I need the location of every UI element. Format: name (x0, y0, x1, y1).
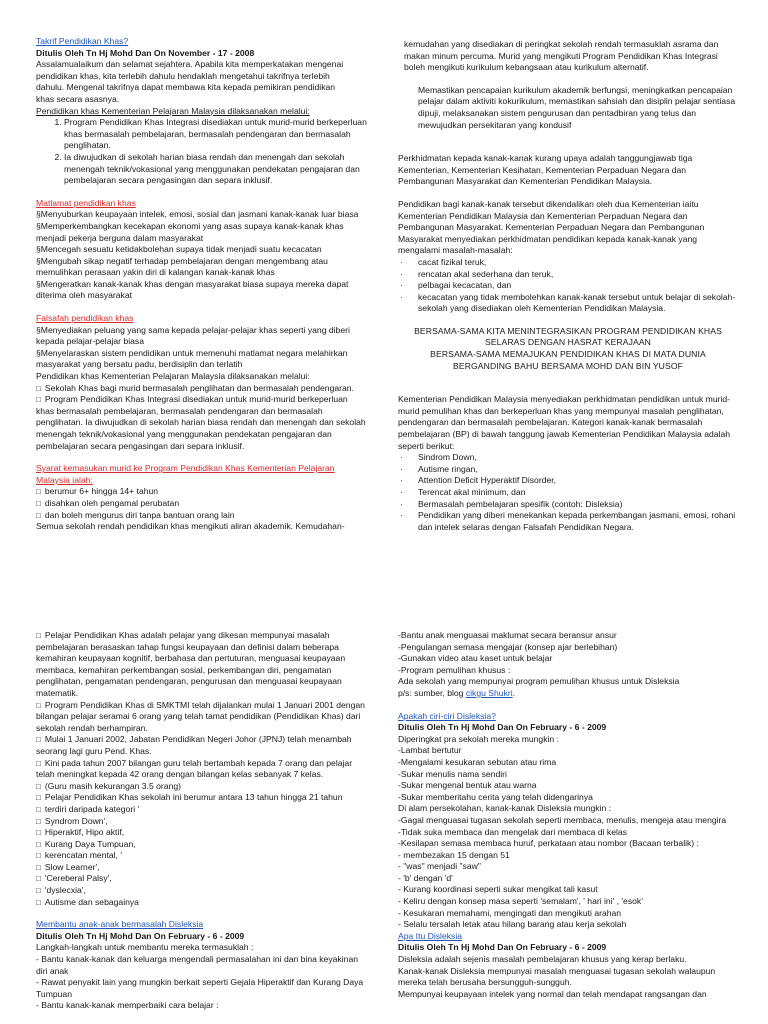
box-bullet-item: □ Mulai 1 Januari 2002, Jabatan Pendidikan Negeri Johor (JPNJ) telah menambah seorang lagi guru Pend. Khas. (36, 734, 368, 757)
text-line: - Rawat penyakit lain yang mungkin berkait seperti Gejala Hiperaktif dan Kurang Daya (36, 977, 364, 988)
text-line: - Bantu kanak-kanak dan keluarga mengendali permasalahan ini dan bina keyakinan diri anak (36, 954, 359, 976)
list-item: · cacat fizikal teruk, (398, 257, 738, 269)
list-item: · pelbagai kecacatan, dan (398, 280, 738, 292)
byline: Ditulis Oleh Tn Hj Mohd Dan On November - 17 - 2008 (36, 47, 255, 58)
intro-paragraph (36, 59, 368, 117)
text-line: - Bantu kanak-kanak memperbaiki cara belajar : (36, 1000, 219, 1011)
text-line: §Menyelaraskan sistem pendidikan untuk memenuhi matlamat negara melahirkan (36, 347, 348, 358)
box-bullet-item: □ Kini pada tahun 2007 bilangan guru telah bertambah kepada 7 orang dan pelajar telah meningkat kepada 42 orang dengan bilangan kelas sebanyak 7 kelas. (36, 758, 368, 781)
heading-takrif[interactable]: Takrif Pendidikan Khas? (36, 36, 129, 46)
text-line: - Keliru dengan konsep masa seperti 'semalam', ' hari ini' , 'esok' (398, 896, 643, 907)
text-line: Di alam persekolahan, kanak-kanak Disleksia mungkin : (398, 803, 612, 814)
text-line: - 'b' dengan 'd' (398, 872, 453, 883)
list-item: · Bermasalah pembelajaran spesifik (contoh: Disleksia) (398, 499, 738, 511)
box-bullet-item: □ Sekolah Khas bagi murid bermasalah penglihatan dan bermasalah pendengaran. (36, 383, 368, 395)
source-line (398, 688, 738, 700)
text-line: §Mencegah sesuatu ketidakbolehan supaya tidak menjadi suatu kecacatan (36, 244, 322, 255)
spacer (398, 700, 738, 711)
heading-matlamat[interactable]: Matlamat pendidikan khas (36, 197, 136, 208)
list-item: · Sindrom Down, (398, 452, 738, 464)
text-line: diterima oleh masyarakat (36, 290, 133, 301)
box-bullet-item: □ Pelajar Pendidikan Khas adalah pelajar yang dikesan mempunyai masalah pembelajaran berasaskan tahap fungsi keupayaan dan definisi dalam beberapa kemahiran keupayaan kognitif, berbahasa dan pertuturan, menguasai keupayaan membaca, kemahiran perkembangan sosial, perkembangan diri, pengamatan penglihatan, pengamatan pendengaran, pengurusan dan menguasai keupayaan matematik. (36, 630, 368, 700)
text-line: Disleksia adalah sejenis masalah pembelajaran khusus yang kerap berlaku. (398, 954, 687, 965)
text-line: Assalamualaikum dan selamat sejahtera. Apabila kita memperkatakan mengenai (36, 59, 344, 70)
text-line: Langkah-langkah untuk membantu mereka termasuklah : (36, 942, 254, 953)
byline: Ditulis Oleh Tn Hj Mohd Dan On February - 6 - 2009 (398, 942, 607, 953)
box-bullet-item: □ Autisme dan sebagainya (36, 897, 368, 909)
text-line: - Kurang koordinasi seperti sukar mengikat tali kasut (398, 884, 598, 895)
goals-paragraph: Memastikan pencapaian kurikulum akademik berfungsi, meningkatkan pencapaian pelajar dalam aktiviti kokurikulum, memastikan sahsiah dan disiplin pelajar sentiasa dipuji, melaksanakan sistem pengurusan dan pentadbiran yang telus dan mewujudkan persekitaran yang kondusif (418, 84, 736, 130)
kementerian-paragraph: Kementerian Pendidikan Malaysia menyediakan perkhidmatan pendidikan untuk murid-murid pemulihan khas dan berkeperluan khas yang mempunyai masalah penglihatan, pendengaran dan bermasalah pembelajaran. Kategori kanak-kanak bermasalah pembelajaran (BP) di bawah tanggung jawab Kementerian Pendidikan Malaysia adalah seperti berikut: (398, 394, 731, 451)
box-bullet-item: □ Pelajar Pendidikan Khas sekolah ini berumur antara 13 tahun hingga 21 tahun (36, 792, 368, 804)
text-line: -Program pemulihan khusus : (398, 664, 511, 675)
text-line: - Selalu tersalah letak atau hilang barang atau kerja sekolah (398, 919, 627, 930)
box-bullet-item: □ Syndrom Down', (36, 816, 368, 828)
text-line: §Menyediakan peluang yang sama kepada pelajar-pelajar khas seperti yang diberi (36, 324, 350, 335)
text-line: -Sukar memberitahu cerita yang telah didengarinya (398, 791, 593, 802)
text-line: -Sukar menulis nama sendiri (398, 768, 507, 779)
byline: Ditulis Oleh Tn Hj Mohd Dan On February - 6 - 2009 (398, 722, 607, 733)
spacer (36, 187, 368, 198)
box-bullet-item: □ 'Cereberal Palsy', (36, 873, 368, 885)
spacer (398, 188, 738, 199)
text-line: kepada pelajar-pelajar biasa (36, 336, 144, 347)
text-line: Kanak-kanak Disleksia mempunyai masalah menguasai tugasan sekolah walaupun (398, 965, 716, 976)
slogan-block (398, 326, 738, 372)
page1-right-column (398, 39, 738, 533)
box-bullet-item: □ Kurang Daya Tumpuan, (36, 839, 368, 851)
text-line: dahulu. Mengenal takrifnya dapat membawa kita kepada pemikiran pendidikan (36, 82, 336, 93)
text-line: Diperingkat pra sekolah mereka mungkin : (398, 733, 559, 744)
spacer (36, 908, 368, 919)
text-line: pendidikan khas, kita terlebih dahulu hendaklah mengetahui takrifnya terlebih (36, 70, 330, 81)
list-item: 2. Ia diwujudkan di sekolah harian biasa rendah dan menengah dan sekolah menengah teknik/vokasional yang menggunakan pendekatan pengajaran dan pembelajaran secara pengasingan dan separa inklusif. (64, 152, 368, 187)
text-line: Tumpuan (36, 988, 72, 999)
box-bullet-item: □ Hiperaktif, Hipo aktif, (36, 827, 368, 839)
text-line: -Sukar mengenal bentuk atau warna (398, 780, 537, 791)
box-bullet-item: □ Slow Learner', (36, 862, 368, 874)
text-line: -Mengalami kesukaran sebutan atau rima (398, 756, 557, 767)
spacer (398, 131, 738, 142)
page2-left-column (36, 630, 368, 1012)
page1-left-column (36, 36, 368, 533)
spacer (36, 452, 368, 463)
slogan-line: SELARAS DENGAN HASRAT KERAJAAN (484, 337, 651, 348)
heading-apa-itu[interactable]: Apa Itu Disleksia (398, 930, 463, 941)
source-link[interactable]: cikgu Shukri (465, 687, 513, 698)
continuation-paragraph: kemudahan yang disediakan di peringkat sekolah rendah termasuklah asrama dan makan minum percuma. Murid yang mengikuti Program Pendidikan Khas Integrasi boleh mengikuti kurikulum kebangsaan atau kurikulum alternatif. (404, 39, 719, 73)
box-bullet-item: □ dan boleh mengurus diri tanpa bantuan orang lain (36, 510, 368, 522)
list-item: 1. Program Pendidikan Khas Integrasi disediakan untuk murid-murid berkeperluan khas bermasalah pembelajaran, bermasalah pendengaran dan bermasalah penglihatan. (64, 117, 368, 152)
falsafah-paragraph (36, 325, 368, 383)
spacer (398, 372, 738, 383)
masalah-list (398, 257, 738, 315)
matlamat-paragraph (36, 209, 368, 302)
slogan-line: BERGANDING BAHU BERSAMA MOHD DAN BIN YUSOF (453, 360, 683, 371)
box-bullet-item: □ Program Pendidikan Khas Integrasi disediakan untuk murid-murid berkeperluan khas bermasalah pembelajaran, bermasalah pendengaran dan bermasalah penglihatan. Ia diwujudkan di sekolah harian biasa rendah dan menengah dan sekolah menengah teknik/vokasional yang menggunakan pendekatan pengajaran dan pembelajaran secara pengasingan dan separa inklusif. (36, 394, 368, 452)
text-line: -Lambat bertutur (398, 745, 462, 756)
spacer (398, 383, 738, 394)
text-line: - membezakan 15 dengan 51 (398, 849, 510, 860)
page2-right-column (398, 630, 738, 1000)
text-line: §Menyuburkan keupayaan intelek, emosi, sosial dan jasmani kanak-kanak luar biasa (36, 209, 359, 220)
text-line: menjadi pekerja berguna dalam masyarakat (36, 232, 204, 243)
list-item: · rencatan akal sederhana dan teruk, (398, 269, 738, 281)
box-bullet-item: □ kerencatan mental, ' (36, 850, 368, 862)
text-line: -Bantu anak menguasai maklumat secara beransur ansur (398, 630, 617, 640)
list-item: · Terencat akal minimum, dan (398, 487, 738, 499)
box-bullet-item: □ 'dyslecxia', (36, 885, 368, 897)
pendidikan-bagi-paragraph: Pendidikan bagi kanak-kanak tersebut dikendalikan oleh dua Kementerian iaitu Kementerian Pendidikan Malaysia dan Kementerian Perpaduan Negara dan Pembangunan Masyarakat. Kementerian Perpaduan Negara dan Pembangunan Masyarakat menyediakan perkhidmatan pendidikan kepada kanak-kanak yang mengalami masalah-masalah: (398, 198, 705, 256)
byline: Ditulis Oleh Tn Hj Mohd Dan On February - 6 - 2009 (36, 930, 245, 941)
list-item: · Autisme ringan, (398, 464, 738, 476)
heading-ciri[interactable]: Apakah ciri-ciri Disleksia? (398, 710, 496, 721)
text-line: §Memperkembangkan kecekapan ekonomi yang asas supaya kanak-kanak khas (36, 220, 344, 231)
spacer (398, 142, 738, 153)
text-line: §Mengeratkan kanak-kanak khas dengan masyarakat biasa supaya mereka dapat (36, 278, 349, 289)
slogan-line: BERSAMA-SAMA KITA MENINTEGRASIKAN PROGRAM PENDIDIKAN KHAS (414, 325, 722, 336)
text-line: Semua sekolah rendah pendidikan khas mengikuti aliran akademik. Kemudahan- (36, 521, 345, 532)
text-line: -Tidak suka membaca dan mengelak dari membaca di kelas (398, 826, 627, 837)
source-prefix: p/s: sumber, blog (398, 687, 466, 698)
text-line: §Mengubah sikap negatif terhadap pembelajaran dengan mengembang atau (36, 255, 328, 266)
list-item: · Pendidikan yang diberi menekankan kepada perkembangan jasmani, emosi, rohani dan intelek selaras dengan Falsafah Pendidikan Negara. (398, 510, 738, 533)
source-suffix: . (512, 687, 516, 698)
text-line: masyarakat yang bersatu padu, berdisiplin dan terlatih (36, 359, 243, 370)
text-line: mereka telah berusaha bersungguh-sungguh. (398, 977, 572, 988)
perkhidmatan-paragraph: Perkhidmatan kepada kanak-kanak kurang upaya adalah tanggungjawab tiga Kementerian, Kementerian Kesihatan, Kementerian Perpaduan Negara dan Pembangunan Masyarakat dan Kementerian Pendidikan Malaysia. (398, 153, 693, 187)
text-line: -Pengulangan semasa mengajar (konsep ajar berlebihan) (398, 641, 618, 652)
box-bullet-item: □ disahkan oleh pengamal perubatan (36, 498, 368, 510)
list-item: · kecacatan yang tidak membolehkan kanak-kanak tersebut untuk belajar di sekolah-sekolah yang disediakan oleh Kementerian Pendidikan Malaysia. (398, 292, 738, 315)
heading-falsafah[interactable]: Falsafah pendidikan khas (36, 313, 134, 324)
box-bullet-item: □ terdiri daripada kategori ' (36, 804, 368, 816)
text-line: -Kesilapan semasa membaca huruf, perkataan atau nombor (Bacaan terbalik) : (398, 838, 699, 849)
spacer (398, 315, 738, 326)
box-bullet-item: □ Program Pendidikan Khas di SMKTMI telah dijalankan mulai 1 Januari 2001 dengan bilangan pelajar seramai 6 orang yang telah tamat pendidikan (Pendidikan Khas) dari sekolah rendah berhampiran. (36, 700, 368, 735)
text-line: -Gunakan video atau kaset untuk belajar (398, 653, 553, 664)
text-line: memulihkan perasaan yakin diri di kalangan kanak-kanak khas (36, 267, 275, 278)
list-item: · Attention Deficit Hyperaktif Disorder, (398, 475, 738, 487)
text-line: Ada sekolah yang mempunyai program pemulihan khusus untuk Disleksia (398, 676, 680, 687)
text-line: - "was" menjadi "saw" (398, 861, 481, 872)
spacer (36, 302, 368, 313)
text-line: Pendidikan khas Kementerian Pelajaran Malaysia dilaksanakan melalui: (36, 371, 310, 382)
heading-membantu[interactable]: Membantu anak-anak bermasalah Disleksia (36, 919, 204, 930)
text-line: khas secara asasnya. (36, 93, 120, 104)
heading-syarat[interactable]: Syarat kemasukan murid ke Program Pendidikan Khas Kementerian Pelajaran Malaysia ialah: (36, 463, 335, 485)
box-bullet-item: □ berumur 6+ hingga 14+ tahun (36, 486, 368, 498)
box-bullet-item: □ (Guru masih kekurangan 3.5 orang) (36, 781, 368, 793)
numbered-list (36, 117, 368, 187)
text-line: - Kesukaran memahami, mengingati dan mengikuti arahan (398, 907, 622, 918)
kategori-list (398, 452, 738, 533)
text-line: -Gagal menguasai tugasan sekolah seperti membaca, menulis, mengeja atau mengira (398, 814, 727, 825)
spacer (398, 74, 738, 85)
slogan-line: BERSAMA-SAMA MEMAJUKAN PENDIDIKAN KHAS DI MATA DUNIA (430, 349, 706, 360)
text-line: Mempunyai keupayaan intelek yang normal dan telah mendapat rangsangan dan (398, 988, 707, 999)
text-line: Pendidikan khas Kementerian Pelajaran Malaysia dilaksanakan melalui: (36, 105, 310, 116)
